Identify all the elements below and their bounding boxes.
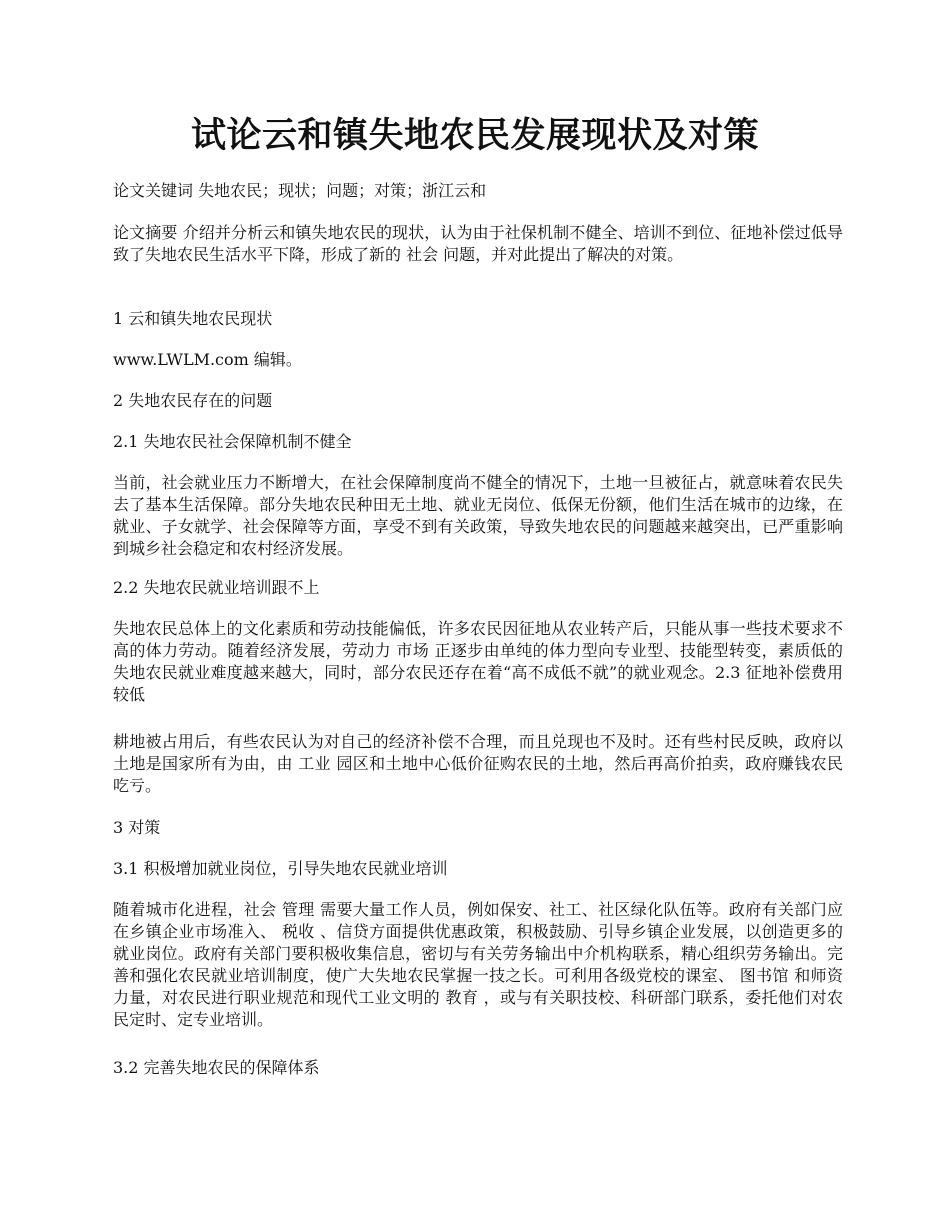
- abstract-paragraph: 论文摘要 介绍并分析云和镇失地农民的现状，认为由于社保机制不健全、培训不到位、征地补偿过低导致了失地农民生活水平下降，形成了新的 社会 问题，并对此提出了解决的对策。: [113, 223, 843, 264]
- section-2-1-heading: 2.1 失地农民社会保障机制不健全: [113, 432, 352, 451]
- section-2-2-heading: 2.2 失地农民就业培训跟不上: [113, 578, 320, 597]
- section-2-1-body: 当前，社会就业压力不断增大，在社会保障制度尚不健全的情况下，土地一旦被征占，就意味着农民失去了基本生活保障。部分失地农民种田无土地、就业无岗位、低保无份额，他们生活在城市的边缘，在就业、子女就学、社会保障等方面，享受不到有关政策，导致失地农民的问题越来越突出，已严重影响到城乡社会稳定和农村经济发展。: [113, 473, 843, 558]
- section-1-body: www.LWLM.com 编辑。: [113, 350, 302, 369]
- section-3-heading: 3 对策: [113, 818, 161, 837]
- keywords-paragraph: 论文关键词 失地农民；现状；问题；对策；浙江云和: [113, 181, 487, 200]
- section-3-1-body: 随着城市化进程，社会 管理 需要大量工作人员，例如保安、社工、社区绿化队伍等。政府有关部门应在乡镇企业市场准入、 税收 、信贷方面提供优惠政策，积极鼓励、引导乡镇企业发展，以创造更多的就业岗位。政府有关部门要积极收集信息，密切与有关劳务输出中介机构联系，精心组织劳务输出。完善和强化农民就业培训制度，使广大失地农民掌握一技之长。可利用各级党校的课室、 图书馆 和师资力量，对农民进行职业规范和现代工业文明的 教育 ，或与有关职技校、科研部门联系，委托他们对农民定时、定专业培训。: [113, 900, 843, 1029]
- section-2-heading: 2 失地农民存在的问题: [113, 391, 273, 410]
- section-1-heading: 1 云和镇失地农民现状: [113, 309, 273, 328]
- section-3-2-heading: 3.2 完善失地农民的保障体系: [113, 1058, 320, 1077]
- section-3-1-heading: 3.1 积极增加就业岗位，引导失地农民就业培训: [113, 859, 448, 878]
- document-title: 试论云和镇失地农民发展现状及对策: [190, 115, 759, 156]
- section-2-2-body: 失地农民总体上的文化素质和劳动技能偏低，许多农民因征地从农业转产后，只能从事一些技术要求不高的体力劳动。随着经济发展，劳动力 市场 正逐步由单纯的体力型向专业型、技能型转变，素质低的失地农民就业难度越来越大，同时，部分农民还存在着“高不成低不就”的就业观念。2.3 征地补偿费用较低: [113, 619, 843, 704]
- section-2-3-body: 耕地被占用后，有些农民认为对自己的经济补偿不合理，而且兑现也不及时。还有些村民反映，政府以土地是国家所有为由，由 工业 园区和土地中心低价征购农民的土地，然后再高价拍卖，政府赚钱农民吃亏。: [113, 732, 843, 795]
